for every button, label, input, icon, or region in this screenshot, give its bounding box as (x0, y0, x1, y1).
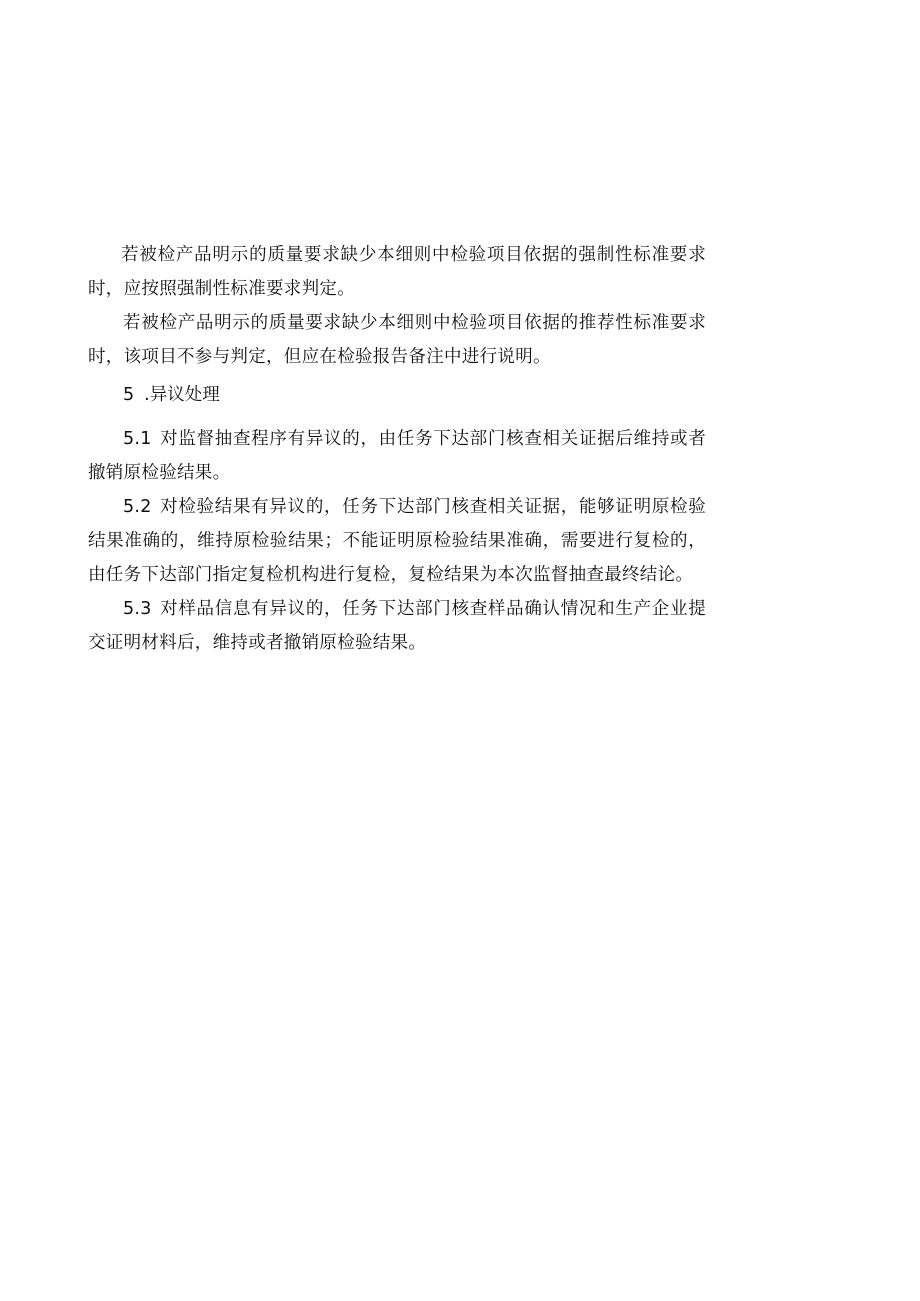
section-number: 5 (123, 385, 135, 405)
clause-5-2 (88, 490, 706, 592)
clause-number: 5.2 (123, 497, 152, 517)
clause-number: 5.1 (123, 429, 152, 449)
document-body (88, 238, 706, 660)
section-title: .异议处理 (144, 385, 220, 405)
clause-number: 5.3 (123, 599, 152, 619)
clause-text: 对样品信息有异议的，任务下达部门核查样品确认情况和生产企业提交证明材料后，维持或者撤销原检验结果。 (88, 599, 706, 653)
clause-5-3 (88, 592, 706, 660)
clause-text: 对检验结果有异议的，任务下达部门核查相关证据，能够证明原检验结果准确的，维持原检验结果；不能证明原检验结果准确，需要进行复检的，由任务下达部门指定复检机构进行复检，复检结果为本次监督抽查最终结论。 (88, 497, 706, 585)
clause-text: 对监督抽查程序有异议的，由任务下达部门核查相关证据后维持或者撤销原检验结果。 (88, 429, 706, 483)
section-heading-objection-handling (88, 378, 706, 412)
paragraph-recommended-standard: 若被检产品明示的质量要求缺少本细则中检验项目依据的推荐性标准要求时，该项目不参与判定，但应在检验报告备注中进行说明。 (88, 313, 706, 367)
clause-5-1 (88, 422, 706, 490)
paragraph-mandatory-standard: 若被检产品明示的质量要求缺少本细则中检验项目依据的强制性标准要求时，应按照强制性标准要求判定。 (88, 245, 706, 299)
